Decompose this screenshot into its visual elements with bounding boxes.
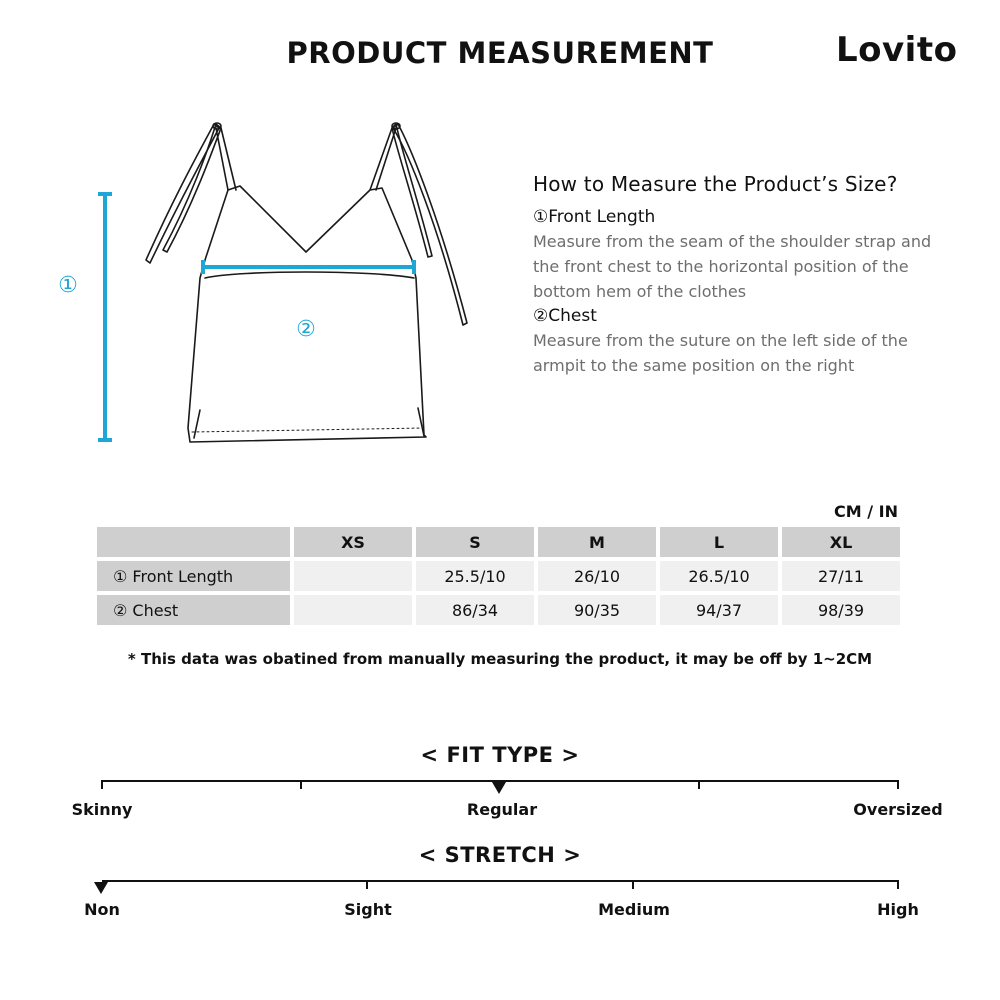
table-cell (294, 561, 412, 591)
table-cell: 26.5/10 (660, 561, 778, 591)
table-cell: 94/37 (660, 595, 778, 625)
stretch-label-medium: Medium (598, 900, 670, 919)
fit-label-regular: Regular (466, 800, 538, 819)
measurement-note: * This data was obatined from manually measuring the product, it may be off by 1~2CM (127, 650, 873, 668)
table-cell: 98/39 (782, 595, 900, 625)
front-length-heading: ①Front Length (533, 207, 656, 227)
fit-label-oversized: Oversized (853, 800, 943, 819)
brand-logo: Lovito (836, 30, 958, 70)
scale-tick (101, 780, 103, 789)
table-row (97, 561, 900, 591)
fit-label-skinny: Skinny (71, 800, 133, 819)
table-cell: 27/11 (782, 561, 900, 591)
table-row (97, 595, 900, 625)
stretch-title: < STRETCH > (418, 843, 582, 867)
scale-tick (698, 780, 700, 789)
column-header: XL (782, 527, 900, 557)
front-length-marker: ① (58, 273, 78, 298)
column-header: S (416, 527, 534, 557)
stretch-label-sight: Sight (344, 900, 392, 919)
chest-description: Measure from the suture on the left side of the armpit to the same position on the right (533, 331, 908, 375)
table-cell: 26/10 (538, 561, 656, 591)
column-header: XS (294, 527, 412, 557)
stretch-label-non: Non (84, 900, 120, 919)
size-table (93, 523, 904, 629)
row-label: ② Chest (97, 595, 290, 625)
scale-tick (366, 880, 368, 889)
garment-diagram (40, 110, 480, 470)
page-title: PRODUCT MEASUREMENT (286, 36, 714, 70)
scale-tick (897, 780, 899, 789)
table-cell (294, 595, 412, 625)
how-to-measure (533, 172, 953, 378)
stretch-marker-icon (94, 882, 108, 894)
table-cell: 86/34 (416, 595, 534, 625)
camisole-outline (146, 123, 467, 442)
stretch-label-high: High (877, 900, 919, 919)
row-label: ① Front Length (97, 561, 290, 591)
chest-heading: ②Chest (533, 306, 597, 326)
table-cell: 25.5/10 (416, 561, 534, 591)
unit-label: CM / IN (834, 502, 898, 521)
fit-type-title: < FIT TYPE > (420, 743, 580, 767)
front-length-description: Measure from the seam of the shoulder strap and the front chest to the horizontal position of the bottom hem of the clothes (533, 232, 932, 301)
scale-tick (632, 880, 634, 889)
column-header: M (538, 527, 656, 557)
table-header-row (97, 527, 900, 557)
scale-tick (300, 780, 302, 789)
stretch-scale (102, 880, 899, 882)
scale-tick (897, 880, 899, 889)
table-corner (97, 527, 290, 557)
chest-marker: ② (296, 317, 316, 342)
how-to-title: How to Measure the Product’s Size? (533, 172, 898, 196)
column-header: L (660, 527, 778, 557)
table-cell: 90/35 (538, 595, 656, 625)
fit-type-marker-icon (492, 782, 506, 794)
